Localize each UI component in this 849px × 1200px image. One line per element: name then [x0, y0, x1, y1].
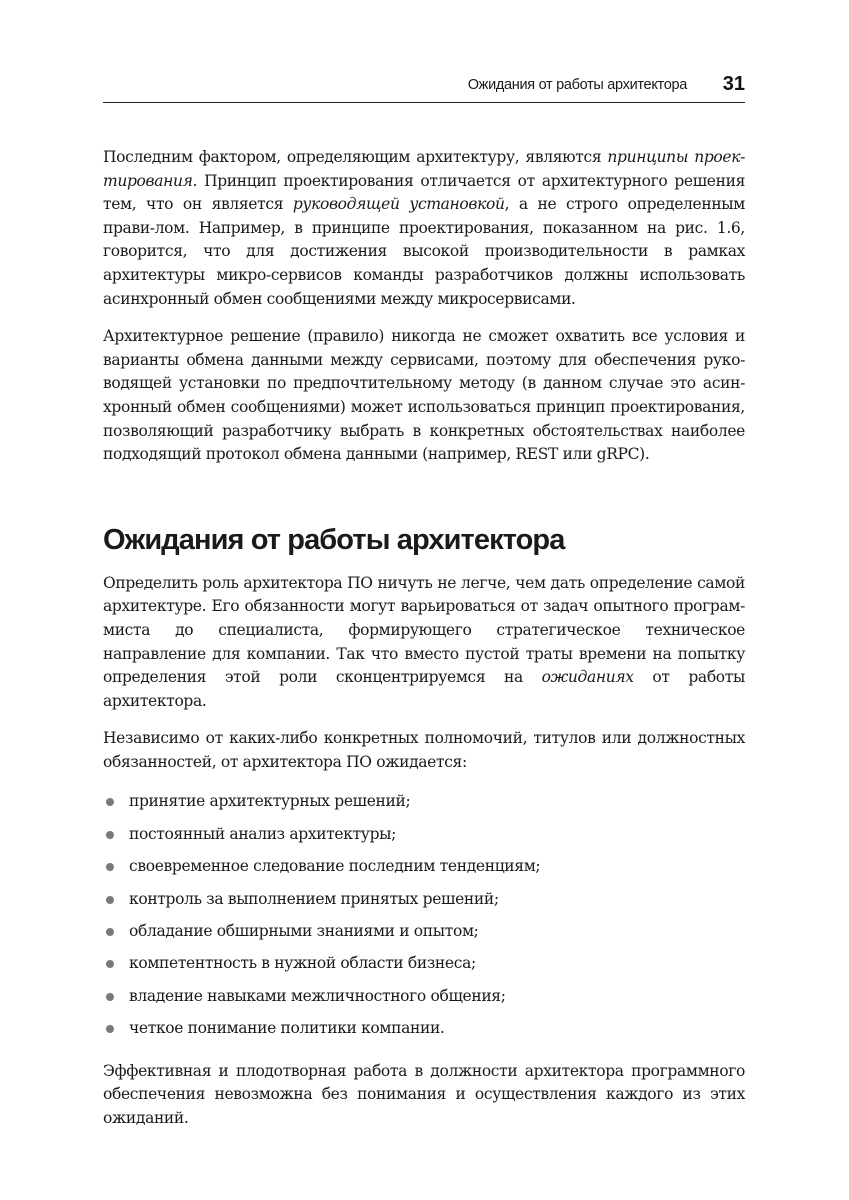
list-item — [103, 985, 745, 1017]
running-header — [103, 73, 745, 103]
list-item-text: владение навыками межличностного общения; — [129, 986, 506, 1005]
list-item — [103, 920, 745, 952]
list-item — [103, 855, 745, 887]
list-item-text: четкое понимание политики компании. — [129, 1019, 445, 1038]
paragraph-expectations-intro: Независимо от каких-либо конкретных полномочий, титулов или должностных обязанностей, от архитектора ПО ожидается: — [103, 729, 745, 771]
paragraph-decision-rule: Архитектурное решение (правило) никогда не сможет охватить все условия и варианты обмена данными между сервисами, поэтому для обеспечения руко-водящей установки по предпочтительному методу (в данном случае это асин-хронный обмен сообщениями) может использоваться принцип проектирования, позволяющий разработчику выбрать в конкретных обстоятельствах наиболее подходящий протокол обмена данными (например, REST или gRPC). — [103, 327, 745, 464]
bullet-icon — [106, 1025, 114, 1033]
paragraph-text: Последним фактором, определяющим архитектуру, являются — [103, 148, 608, 166]
page-number: 31 — [722, 73, 745, 95]
list-item-text: обладание обширными знаниями и опытом; — [129, 922, 479, 941]
list-item — [103, 790, 745, 822]
list-item — [103, 952, 745, 984]
list-item-text: своевременное следование последним тенденциям; — [129, 857, 541, 876]
bullet-icon — [106, 993, 114, 1001]
emphasis-guiding-setting: руководящей установкой — [292, 195, 505, 214]
paragraph-design-principles — [103, 146, 745, 311]
emphasis-expectations: ожиданиях — [541, 668, 634, 687]
list-item — [103, 823, 745, 855]
paragraph-architect-role — [103, 572, 745, 714]
bullet-icon — [106, 863, 114, 871]
bullet-icon — [106, 928, 114, 936]
bullet-icon — [106, 960, 114, 968]
bullet-icon — [106, 896, 114, 904]
list-item — [103, 888, 745, 920]
section-heading: Ожидания от работы архитектора — [103, 523, 565, 556]
running-title: Ожидания от работы архитектора — [467, 77, 687, 93]
expectations-list — [103, 790, 745, 1049]
bullet-icon — [106, 831, 114, 839]
paragraph-text: Определить роль архитектора ПО ничуть не легче, чем дать определение самой архитектуре. Его обязанности могут варьироваться от задач опытного програм-миста до специалиста, формирующего стратегическое техническое направление для компании. Так что вместо пустой траты времени на попытку определения этой роли сконцентрируемся на — [103, 573, 745, 687]
bullet-icon — [106, 798, 114, 806]
list-item — [103, 1017, 745, 1049]
paragraph-text: от работы архитектора. — [103, 668, 745, 710]
emphasis-design-principles: принципы проек-тирования — [103, 148, 745, 190]
paragraph-text: . Принцип проектирования отличается от архитектурного решения тем, что он является — [103, 171, 745, 214]
list-item-text: контроль за выполнением принятых решений; — [129, 889, 499, 908]
list-item-text: компетентность в нужной области бизнеса; — [129, 954, 476, 973]
paragraph-text: , а не строго определенным прави-лом. Например, в принципе проектирования, показанном на рис. 1.6, говорится, что для достижения высокой производительности в рамках архитектуры микро-сервисов команды разработчиков должны использовать асинхронный обмен сообщениями между микросервисами. — [103, 195, 745, 308]
list-item-text: постоянный анализ архитектуры; — [129, 824, 397, 843]
list-item-text: принятие архитектурных решений; — [129, 792, 411, 811]
paragraph-conclusion: Эффективная и плодотворная работа в должности архитектора программного обеспечения невозможна без понимания и осуществления каждого из этих ожиданий. — [103, 1061, 745, 1127]
page-content — [103, 146, 745, 1130]
